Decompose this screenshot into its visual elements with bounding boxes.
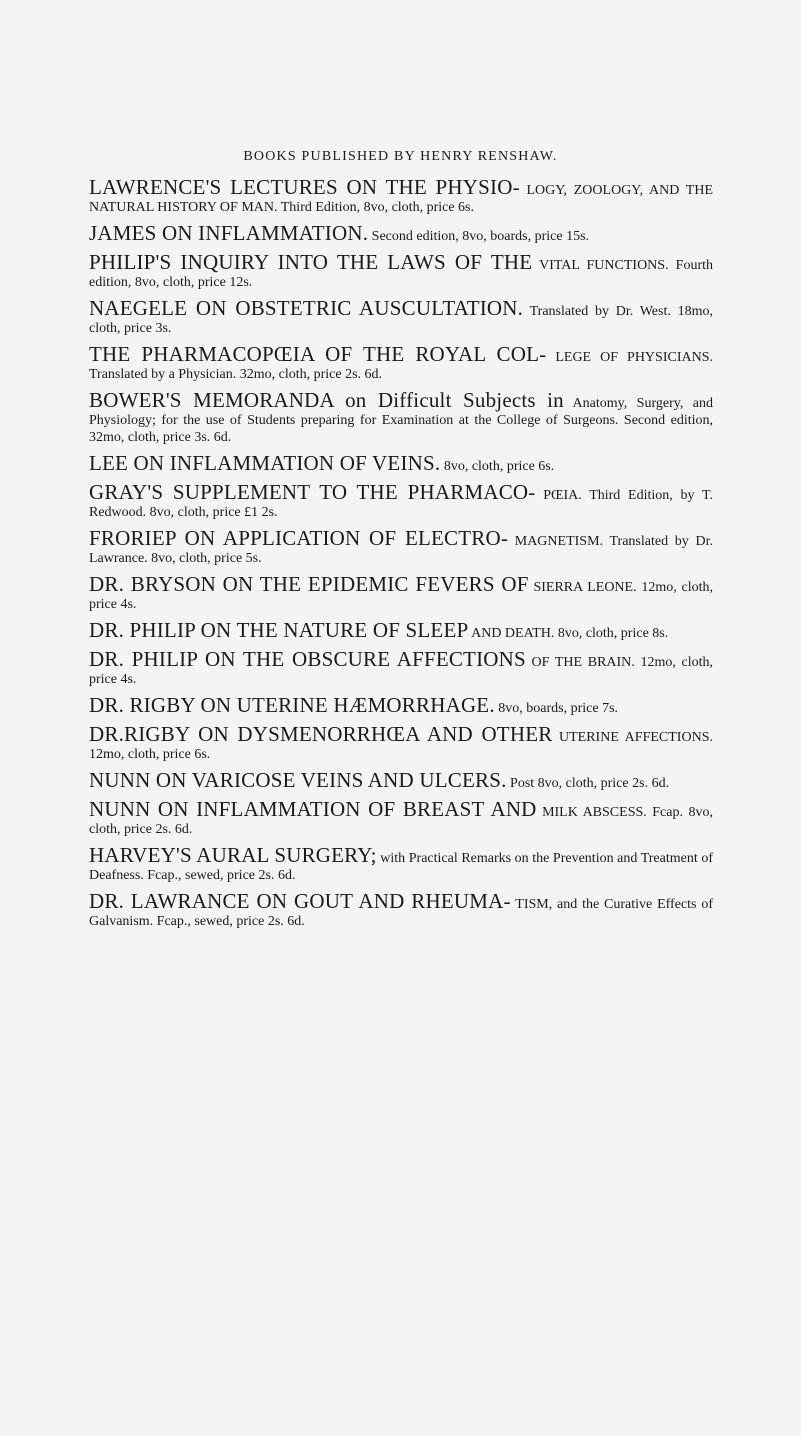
book-title: NUNN ON INFLAMMATION OF BREAST AND (89, 797, 537, 821)
book-entry (89, 648, 713, 688)
book-title: LAWRENCE'S LECTURES ON THE PHYSIO- (89, 175, 520, 199)
book-details: LEGE OF PHYSICIANS. Translated by a Physician. 32mo, cloth, price 2s. 6d. (89, 350, 713, 382)
book-title: DR. BRYSON ON THE EPIDEMIC FEVERS OF (89, 572, 529, 596)
book-details: 8vo, boards, price 7s. (494, 701, 619, 716)
book-details: MILK ABSCESS. Fcap. 8vo, cloth, price 2s. 6d. (89, 805, 713, 837)
book-details: AND DEATH. 8vo, cloth, price 8s. (468, 626, 669, 641)
book-title: PHILIP'S INQUIRY INTO THE LAWS OF THE (89, 250, 533, 274)
book-details: Second edition, 8vo, boards, price 15s. (368, 229, 590, 244)
book-entry (89, 251, 713, 291)
book-entry (89, 527, 713, 567)
book-details: Post 8vo, cloth, price 2s. 6d. (506, 776, 670, 791)
book-entry (89, 343, 713, 383)
book-entry (89, 452, 713, 475)
book-title: LEE ON INFLAMMATION OF VEINS. (89, 451, 441, 475)
book-entry (89, 389, 713, 446)
book-entry (89, 844, 713, 884)
book-title: DR. LAWRANCE ON GOUT AND RHEUMA- (89, 889, 511, 913)
book-title: DR. PHILIP ON THE OBSCURE AFFECTIONS (89, 647, 526, 671)
book-title: FRORIEP ON APPLICATION OF ELECTRO- (89, 526, 509, 550)
book-details: Anatomy, Surgery, and Physiology; for the use of Students preparing for Examination at the College of Surgeons. Second edition, 32mo, cloth, price 3s. 6d. (89, 396, 713, 445)
book-entry (89, 176, 713, 216)
book-entry (89, 481, 713, 521)
book-details: TISM, and the Curative Effects of Galvanism. Fcap., sewed, price 2s. 6d. (89, 897, 713, 929)
book-details: VITAL FUNCTIONS. Fourth edition, 8vo, cloth, price 12s. (89, 258, 714, 290)
book-title: HARVEY'S AURAL SURGERY; (89, 843, 377, 867)
book-title: JAMES ON INFLAMMATION. (89, 221, 369, 245)
book-entry (89, 694, 713, 717)
book-details: PŒIA. Third Edition, by T. Redwood. 8vo, cloth, price £1 2s. (89, 488, 713, 520)
book-list (89, 176, 713, 936)
book-title: THE PHARMACOPŒIA OF THE ROYAL COL- (89, 342, 547, 366)
book-details: OF THE BRAIN. 12mo, cloth, price 4s. (89, 655, 713, 687)
book-entry (89, 890, 713, 930)
book-entry (89, 222, 713, 245)
book-title: BOWER'S MEMORANDA on Difficult Subjects in (89, 388, 564, 412)
book-details: MAGNETISM. Translated by Dr. Lawrance. 8vo, cloth, price 5s. (89, 534, 713, 566)
book-title: GRAY'S SUPPLEMENT TO THE PHARMACO- (89, 480, 536, 504)
book-details: SIERRA LEONE. 12mo, cloth, price 4s. (89, 580, 713, 612)
page-header: BOOKS PUBLISHED BY HENRY RENSHAW. (243, 149, 558, 164)
book-title: DR. PHILIP ON THE NATURE OF SLEEP (89, 618, 469, 642)
book-details: 8vo, cloth, price 6s. (440, 459, 555, 474)
book-title: NUNN ON VARICOSE VEINS AND ULCERS. (89, 768, 507, 792)
book-title: DR.RIGBY ON DYSMENORRHŒA AND OTHER (89, 722, 553, 746)
book-details: LOGY, ZOOLOGY, AND THE NATURAL HISTORY OF MAN. Third Edition, 8vo, cloth, price 6s. (89, 183, 713, 215)
book-details: with Practical Remarks on the Prevention and Treatment of Deafness. Fcap., sewed, price 2s. 6d. (89, 851, 713, 883)
book-entry (89, 769, 713, 792)
book-title: DR. RIGBY ON UTERINE HÆMORRHAGE. (89, 693, 495, 717)
book-entry (89, 619, 713, 642)
book-title: NAEGELE ON OBSTETRIC AUSCULTATION. (89, 296, 524, 320)
book-details: UTERINE AFFECTIONS. 12mo, cloth, price 6s. (89, 730, 713, 762)
book-entry (89, 723, 713, 763)
book-entry (89, 573, 713, 613)
book-entry (89, 798, 713, 838)
book-entry (89, 297, 713, 337)
book-details: Translated by Dr. West. 18mo, cloth, price 3s. (89, 304, 713, 336)
